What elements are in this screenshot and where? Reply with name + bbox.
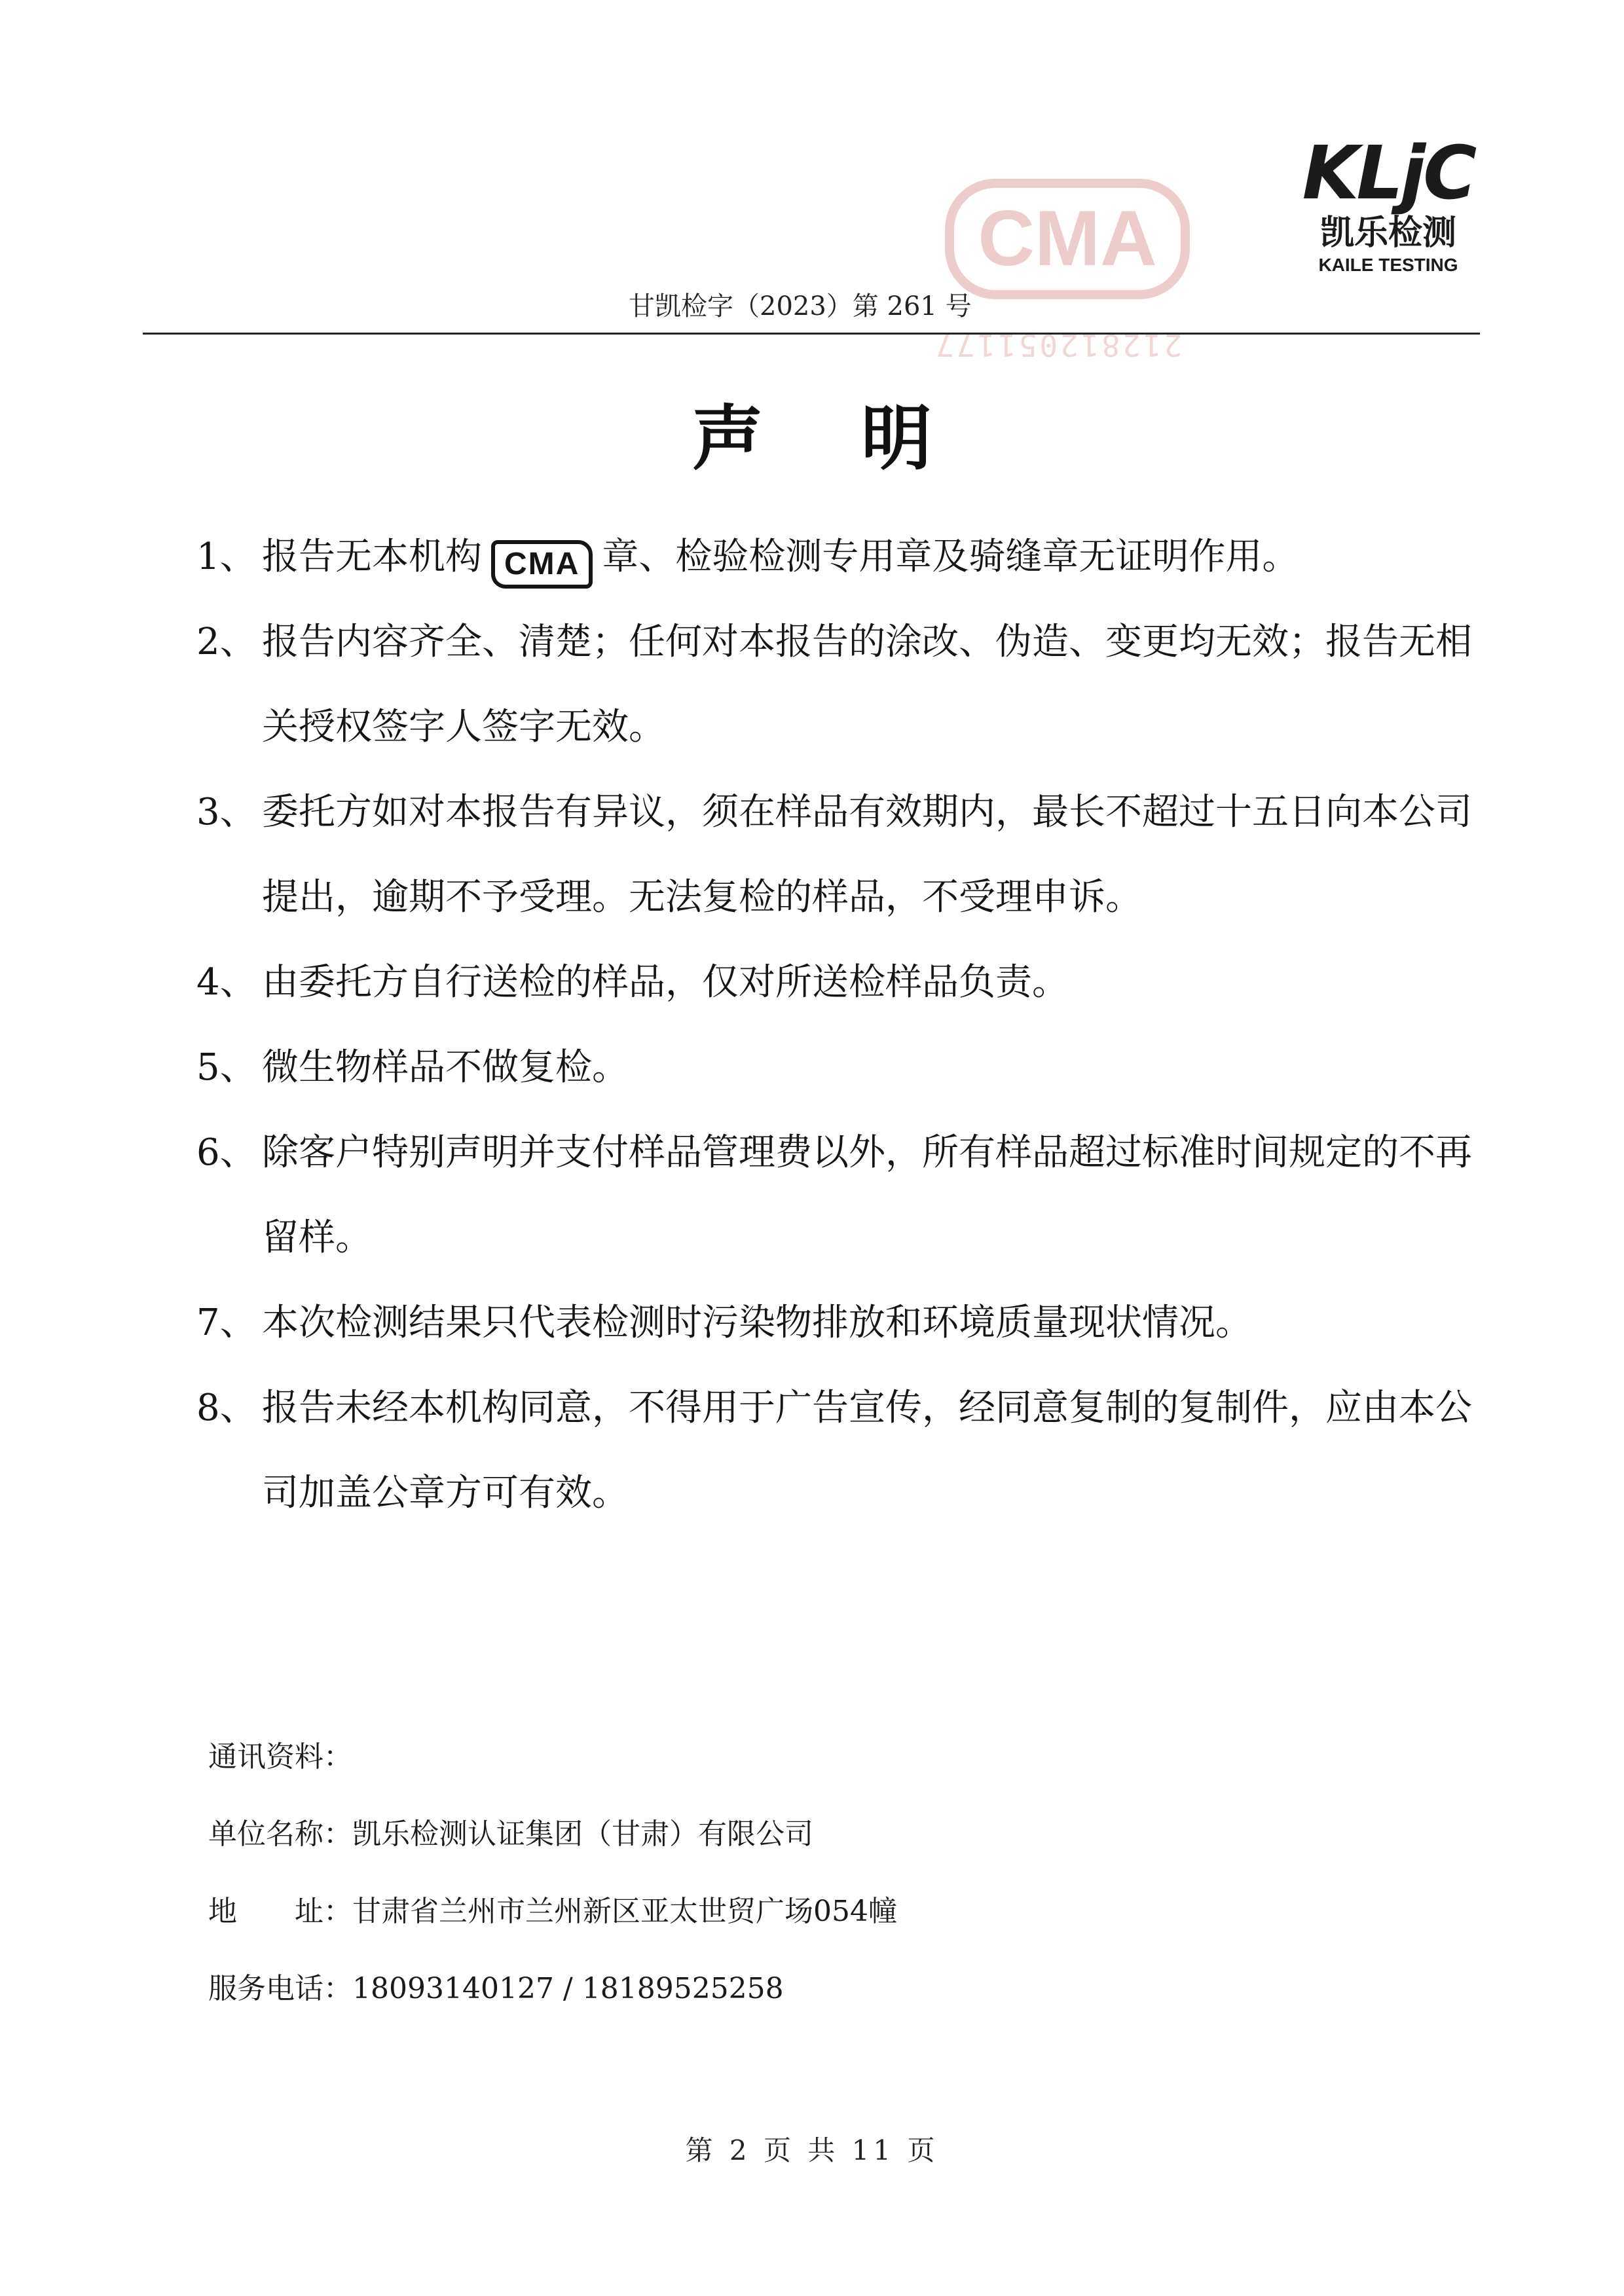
statement-text-after: 章、检验检测专用章及骑缝章无证明作用。 — [602, 536, 1299, 578]
contact-heading: 通讯资料： — [208, 1740, 352, 1774]
statement-text-before: 报告无本机构 — [262, 536, 482, 578]
statement-item-5 — [196, 1025, 1480, 1110]
statement-number: 4、 — [196, 961, 257, 1004]
statement-number: 2、 — [196, 621, 257, 663]
statement-text: 委托方如对本报告有异议，须在样品有效期内，最长不超过十五日向本公司提出，逾期不予受理。无法复检的样品，不受理申诉。 — [262, 791, 1472, 919]
statement-number: 3、 — [196, 791, 257, 833]
document-number: 甘凯检字（2023）第 261 号 — [629, 291, 972, 321]
statement-text: 除客户特别声明并支付样品管理费以外，所有样品超过标准时间规定的不再留样。 — [262, 1131, 1472, 1259]
statement-item-3 — [196, 770, 1480, 940]
statement-item-4 — [196, 940, 1480, 1025]
stamp-text: CMA — [978, 194, 1157, 282]
statement-number: 1、 — [196, 536, 257, 578]
statement-text: 由委托方自行送检的样品，仅对所送检样品负责。 — [262, 961, 1069, 1004]
statement-text: 本次检测结果只代表检测时污染物排放和环境质量现状情况。 — [262, 1302, 1252, 1344]
contact-address: 地 址：甘肃省兰州市兰州新区亚太世贸广场054幢 — [208, 1895, 897, 1928]
header-divider — [143, 333, 1480, 335]
statement-text: 微生物样品不做复检。 — [262, 1046, 629, 1089]
statement-item-2 — [196, 600, 1480, 770]
cma-stamp-icon — [943, 177, 1192, 301]
statement-number: 5、 — [196, 1046, 257, 1089]
statement-number: 6、 — [196, 1131, 257, 1174]
logo-mark: KLjC — [1302, 131, 1475, 216]
statement-list — [196, 515, 1480, 1536]
statement-item-8 — [196, 1366, 1480, 1536]
statement-number: 8、 — [196, 1387, 257, 1429]
page-title: 声明 — [692, 397, 1030, 480]
statement-item-7 — [196, 1281, 1480, 1366]
contact-company: 单位名称：凯乐检测认证集团（甘肃）有限公司 — [208, 1817, 813, 1851]
logo-english-name: KAILE TESTING — [1318, 255, 1458, 275]
logo-chinese-name: 凯乐检测 — [1320, 213, 1456, 253]
stamp-serial: 212812051177 — [933, 327, 1183, 363]
page-number: 第 2 页 共 11 页 — [685, 2134, 939, 2166]
statement-number: 7、 — [196, 1302, 257, 1344]
company-logo — [1293, 131, 1483, 291]
statement-item-6 — [196, 1110, 1480, 1281]
contact-phone: 服务电话：18093140127 / 18189525258 — [208, 1972, 784, 2005]
contact-info — [208, 1719, 1452, 2028]
statement-item-1 — [196, 515, 1480, 600]
statement-text: 报告未经本机构同意，不得用于广告宣传，经同意复制的复制件，应由本公司加盖公章方可有效。 — [262, 1387, 1472, 1514]
statement-text: 报告内容齐全、清楚；任何对本报告的涂改、伪造、变更均无效；报告无相关授权签字人签字无效。 — [262, 621, 1472, 748]
cma-mark-icon: CMA — [491, 540, 593, 589]
